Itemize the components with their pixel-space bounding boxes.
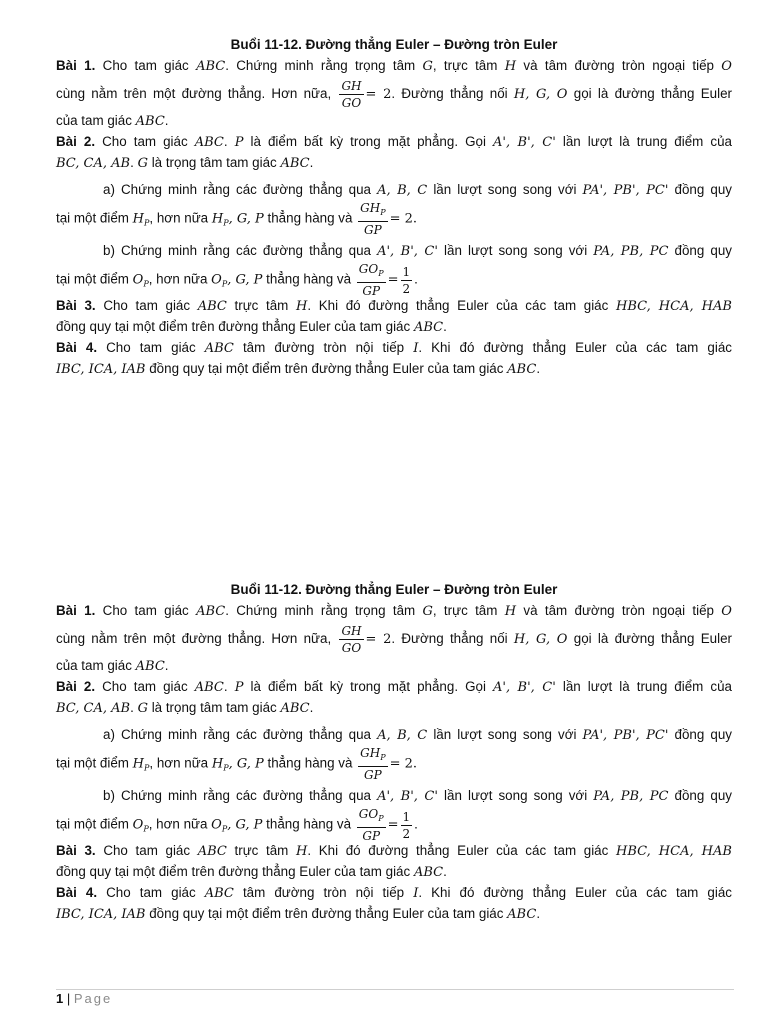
text: lần lượt song song với: [433, 727, 577, 742]
text: Cho tam giác: [103, 843, 191, 858]
problem-4-line-1: [56, 883, 732, 904]
text: Cho tam giác: [106, 340, 196, 355]
problem-1-line-2: [56, 77, 732, 111]
fraction-numerator: $GO_P$: [357, 262, 386, 283]
text: , hơn nữa: [148, 271, 208, 287]
problem-2-label: Bài 2.: [56, 134, 96, 149]
worksheet-copy-1: [56, 36, 732, 380]
text: gọi là đường thẳng Euler: [573, 631, 732, 646]
text: đồng quy tại một điểm trên đường thẳng Euler của tam giác: [149, 906, 504, 921]
text: trực tâm: [234, 843, 289, 858]
problem-4-line-2: [56, 904, 732, 925]
text: .: [164, 113, 169, 128]
math: G: [137, 701, 148, 716]
problem-3-label: Bài 3.: [56, 843, 96, 858]
problem-2-line-1: [56, 677, 732, 698]
math: A', B', C': [493, 680, 556, 695]
problem-1-label: Bài 1.: [56, 603, 96, 618]
text: tại một điểm: [56, 816, 129, 832]
text: lần lượt là trung điểm của: [562, 679, 732, 694]
fraction-one-half: [401, 810, 413, 841]
math: PA, PB, PC: [593, 244, 669, 259]
text: Cho tam giác: [102, 603, 189, 618]
math: O: [211, 817, 222, 833]
fraction-denominator: GP: [362, 284, 381, 298]
text: . Đường thẳng nối: [391, 86, 508, 101]
problem-1-line-1: [56, 56, 732, 77]
math: G, P: [236, 211, 264, 227]
text: .: [414, 271, 418, 287]
text: .: [309, 155, 314, 170]
fraction-numerator: $GH_P$: [358, 201, 387, 222]
text: Cho tam giác: [102, 134, 188, 149]
math: =: [387, 272, 399, 288]
footer-separator: |: [66, 991, 71, 1006]
text: , trực tâm: [432, 603, 498, 618]
text: .: [164, 658, 169, 673]
text: tâm đường tròn nội tiếp: [242, 340, 405, 355]
text: .: [130, 700, 134, 715]
math: H, G, O: [513, 632, 568, 647]
text: Cho tam giác: [102, 679, 188, 694]
math: O: [211, 272, 222, 288]
text: b) Chứng minh rằng các đường thẳng qua: [103, 243, 372, 258]
text: .: [223, 134, 228, 149]
problem-2-line-2: [56, 698, 732, 719]
text: thẳng hàng và: [266, 271, 352, 287]
text: là điểm bất kỳ trong mặt phẳng. Gọi: [250, 679, 486, 694]
text: của tam giác: [56, 113, 132, 128]
math: P: [234, 680, 244, 695]
problem-3-line-2: [56, 862, 732, 883]
subscript: P: [143, 279, 149, 289]
problem-1-line-1: [56, 601, 732, 622]
math: O: [132, 817, 144, 833]
math: = 2.: [389, 211, 418, 227]
text: trực tâm: [234, 298, 289, 313]
text: Cho tam giác: [103, 298, 191, 313]
math: IBC, ICA, IAB: [56, 362, 146, 377]
text: . Khi đó đường thẳng Euler của các tam giác: [307, 298, 609, 313]
fraction-numerator: GH: [341, 78, 362, 93]
page-word: Page: [73, 991, 113, 1006]
text: . Khi đó đường thẳng Euler của các tam giác: [307, 843, 609, 858]
subscript: P: [223, 763, 229, 773]
text: đồng quy: [674, 727, 732, 742]
problem-1-label: Bài 1.: [56, 58, 96, 73]
text: , trực tâm: [432, 58, 498, 73]
problem-1-line-3: [56, 656, 732, 677]
text: . Chứng minh rằng trọng tâm: [225, 603, 416, 618]
fraction-denominator: 2: [402, 826, 411, 841]
math: BC, CA, AB: [56, 701, 131, 716]
math: ABC: [196, 59, 226, 74]
math: ABC: [194, 135, 224, 150]
text: đồng quy: [674, 788, 732, 803]
problem-3-line-1: [56, 296, 732, 317]
math: G: [422, 59, 433, 74]
subscript: P: [221, 824, 228, 834]
math: H, G, O: [513, 87, 568, 102]
text: tại một điểm: [56, 210, 129, 226]
fraction-gop-gp: [357, 262, 386, 298]
math: O: [721, 604, 732, 619]
text: .: [309, 700, 314, 715]
math: ABC: [197, 844, 227, 859]
text: Cho tam giác: [106, 885, 196, 900]
fraction-denominator: GP: [364, 768, 382, 782]
fraction-one-half: [401, 265, 413, 296]
math: = 2.: [389, 756, 418, 772]
text: thẳng hàng và: [267, 210, 353, 226]
fraction-numerator: GH: [341, 623, 362, 638]
math: ABC: [196, 604, 226, 619]
text: đồng quy: [674, 243, 732, 258]
text: a) Chứng minh rằng các đường thẳng qua: [103, 182, 372, 197]
text: là điểm bất kỳ trong mặt phẳng. Gọi: [250, 134, 486, 149]
fraction-ghp-gp: [358, 746, 387, 782]
fraction-gop-gp: [357, 807, 386, 843]
subscript: P: [144, 218, 150, 228]
math: H: [211, 211, 224, 227]
math: H: [504, 604, 517, 619]
problem-2a-line-2: tại một điểm $H_P$, hơn nữa $H_P$, G, P thẳng hàng và $\frac{GH_P}{GP}$ = 2.: [56, 746, 418, 782]
text: cùng nằm trên một đường thẳng. Hơn nữa,: [56, 631, 332, 646]
text: của tam giác: [56, 658, 132, 673]
math: I: [413, 886, 419, 901]
fraction-denominator: GP: [362, 829, 381, 843]
subscript: P: [223, 218, 229, 228]
text: tâm đường tròn nội tiếp: [242, 885, 405, 900]
problem-1-line-3: [56, 111, 732, 132]
text: .: [443, 319, 447, 334]
fraction-gh-go: [339, 624, 363, 655]
text: đồng quy tại một điểm trên đường thẳng Euler của tam giác: [149, 361, 504, 376]
fraction-denominator: GP: [364, 223, 382, 237]
problem-4-label: Bài 4.: [56, 885, 98, 900]
problem-4-line-2: [56, 359, 732, 380]
math: HBC, HCA, HAB: [615, 299, 732, 314]
problem-3-label: Bài 3.: [56, 298, 96, 313]
text: là trọng tâm tam giác: [151, 700, 277, 715]
fraction-numerator: 1: [402, 264, 411, 279]
math: PA', PB', PC': [582, 728, 669, 743]
problem-4-line-1: [56, 338, 732, 359]
text: gọi là đường thẳng Euler: [573, 86, 732, 101]
subscript: P: [143, 824, 149, 834]
text: a) Chứng minh rằng các đường thẳng qua: [103, 727, 372, 742]
problem-2-line-1: [56, 132, 732, 153]
math: ABC: [135, 114, 165, 129]
problem-2-line-2: [56, 153, 732, 174]
subscript: P: [221, 279, 228, 289]
math: G: [137, 156, 148, 171]
math: H: [504, 59, 517, 74]
subscript: P: [144, 763, 150, 773]
math: PA', PB', PC': [582, 183, 669, 198]
footer-divider: [56, 989, 734, 990]
text: .: [223, 679, 228, 694]
text: , hơn nữa: [148, 816, 208, 832]
math: ABC: [194, 680, 224, 695]
text: . Chứng minh rằng trọng tâm: [225, 58, 416, 73]
text: và tâm đường tròn ngoại tiếp: [523, 603, 714, 618]
math: BC, CA, AB: [56, 156, 131, 171]
math: P: [234, 135, 244, 150]
text: đồng quy tại một điểm trên đường thẳng Euler của tam giác: [56, 864, 411, 879]
problem-2a-line-1: [56, 180, 732, 201]
text: .: [536, 906, 541, 921]
worksheet-copy-2: [56, 581, 732, 925]
math: G: [422, 604, 433, 619]
math: = 2: [365, 632, 392, 647]
text: b) Chứng minh rằng các đường thẳng qua: [103, 788, 372, 803]
text: thẳng hàng và: [266, 816, 352, 832]
problem-3-line-1: [56, 841, 732, 862]
problem-2b-line-1: [56, 241, 732, 262]
text: .: [536, 361, 541, 376]
worksheet-title: Buổi 11-12. Đường thẳng Euler – Đường tròn Euler: [230, 37, 558, 52]
fraction-numerator: $GO_P$: [357, 807, 386, 828]
math: =: [387, 817, 399, 833]
math: H: [296, 844, 308, 859]
worksheet-title: Buổi 11-12. Đường thẳng Euler – Đường tròn Euler: [230, 582, 558, 597]
math: PA, PB, PC: [593, 789, 669, 804]
math: ABC: [413, 865, 444, 880]
fraction-numerator: $GH_P$: [358, 746, 387, 767]
math: H: [132, 756, 145, 772]
problem-4-label: Bài 4.: [56, 340, 98, 355]
text: đồng quy: [674, 182, 732, 197]
fraction-denominator: GO: [341, 640, 362, 655]
text: tại một điểm: [56, 755, 129, 771]
text: Cho tam giác: [102, 58, 189, 73]
math: ABC: [197, 299, 227, 314]
math: G, P: [236, 756, 264, 772]
problem-1-line-2: [56, 622, 732, 656]
text: .: [414, 816, 418, 832]
text: . Khi đó đường thẳng Euler của các tam giác: [418, 885, 732, 900]
math: ABC: [507, 907, 537, 922]
math: ABC: [413, 320, 444, 335]
math: O: [721, 59, 732, 74]
math: A, B, C: [377, 183, 428, 198]
text: lần lượt song song với: [444, 243, 588, 258]
text: .: [130, 155, 134, 170]
math: ABC: [280, 701, 310, 716]
text: . Đường thẳng nối: [391, 631, 508, 646]
problem-2b-line-1: [56, 786, 732, 807]
text: thẳng hàng và: [267, 755, 353, 771]
text: lần lượt là trung điểm của: [562, 134, 732, 149]
math: ABC: [135, 659, 165, 674]
math: ABC: [507, 362, 537, 377]
math: H: [296, 299, 308, 314]
text: là trọng tâm tam giác: [151, 155, 277, 170]
math: O: [132, 272, 144, 288]
page-number: 1: [56, 991, 64, 1006]
math: I: [413, 341, 419, 356]
fraction-denominator: 2: [402, 281, 411, 296]
problem-3-line-2: [56, 317, 732, 338]
text: .: [443, 864, 447, 879]
text: . Khi đó đường thẳng Euler của các tam giác: [418, 340, 732, 355]
problem-2a-line-1: [56, 725, 732, 746]
math: A, B, C: [377, 728, 428, 743]
text: và tâm đường tròn ngoại tiếp: [523, 58, 714, 73]
text: cùng nằm trên một đường thẳng. Hơn nữa,: [56, 86, 332, 101]
math: H: [132, 211, 145, 227]
math: A', B', C': [377, 244, 438, 259]
text: tại một điểm: [56, 271, 129, 287]
math: A', B', C': [493, 135, 556, 150]
math: HBC, HCA, HAB: [615, 844, 732, 859]
fraction-numerator: 1: [402, 809, 411, 824]
problem-2b-line-2: tại một điểm $O_P$, hơn nữa $O_P$, G, P thẳng hàng và $\frac{GO_P}{GP}$ = $\frac{1}{2}$ .: [56, 262, 418, 298]
text: lần lượt song song với: [433, 182, 577, 197]
problem-2a-line-2: tại một điểm $H_P$, hơn nữa $H_P$, G, P thẳng hàng và $\frac{GH_P}{GP}$ = 2.: [56, 201, 418, 237]
text: , hơn nữa: [149, 755, 209, 771]
math: IBC, ICA, IAB: [56, 907, 146, 922]
problem-2b-line-2: tại một điểm $O_P$, hơn nữa $O_P$, G, P thẳng hàng và $\frac{GO_P}{GP}$ = $\frac{1}{2}$ .: [56, 807, 418, 843]
fraction-denominator: GO: [341, 95, 362, 110]
text: lần lượt song song với: [444, 788, 588, 803]
math: H: [211, 756, 224, 772]
math: ABC: [204, 886, 234, 901]
text: , hơn nữa: [149, 210, 209, 226]
math: = 2: [365, 87, 392, 102]
math: G, P: [235, 272, 263, 288]
fraction-ghp-gp: [358, 201, 387, 237]
text: đồng quy tại một điểm trên đường thẳng Euler của tam giác: [56, 319, 411, 334]
problem-2-label: Bài 2.: [56, 679, 96, 694]
fraction-gh-go: [339, 79, 363, 110]
math: A', B', C': [377, 789, 438, 804]
math: G, P: [235, 817, 263, 833]
math: ABC: [204, 341, 234, 356]
math: ABC: [280, 156, 310, 171]
page-footer: [56, 991, 112, 1006]
